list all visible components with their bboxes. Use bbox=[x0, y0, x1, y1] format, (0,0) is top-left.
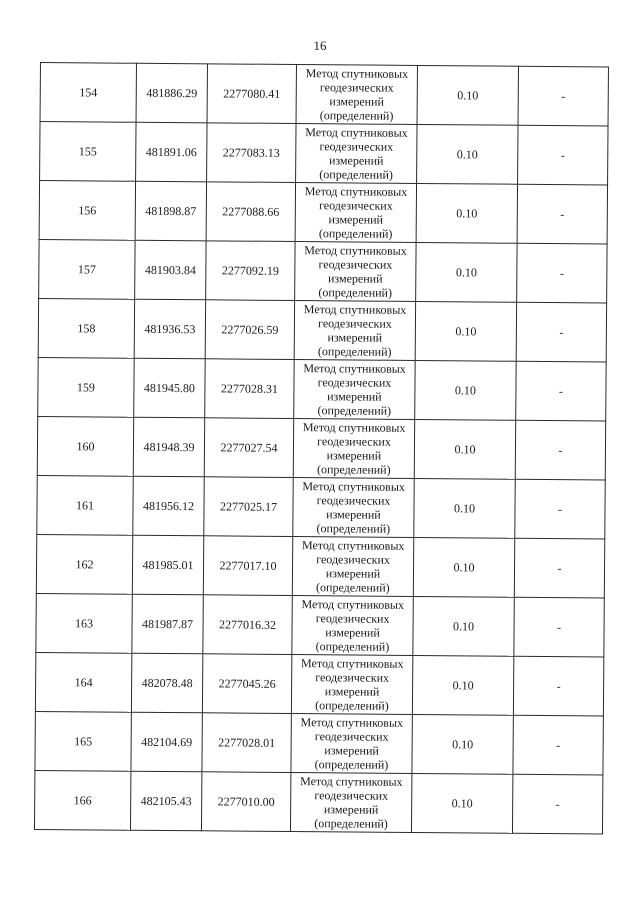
extra-cell: - bbox=[517, 184, 607, 244]
coord-x: 481956.12 bbox=[133, 476, 204, 536]
coord-y: 2277083.13 bbox=[207, 123, 296, 183]
coord-x: 481945.80 bbox=[134, 358, 205, 418]
coord-y: 2277028.31 bbox=[205, 359, 294, 419]
point-number: 160 bbox=[37, 416, 133, 476]
coord-y: 2277016.32 bbox=[203, 595, 292, 655]
point-number: 165 bbox=[35, 711, 131, 771]
method-cell bbox=[295, 183, 416, 243]
coord-y: 2277010.00 bbox=[201, 772, 290, 832]
method-text: Метод спутниковых геодезических измерений (определений) bbox=[302, 479, 405, 536]
method-cell bbox=[293, 478, 414, 538]
point-number: 166 bbox=[34, 770, 130, 830]
point-number: 163 bbox=[36, 593, 132, 653]
coord-x: 482104.69 bbox=[131, 712, 202, 772]
method-cell bbox=[291, 654, 412, 714]
page-number: 16 bbox=[313, 38, 327, 53]
coord-y: 2277026.59 bbox=[205, 300, 294, 360]
coord-y: 2277027.54 bbox=[204, 418, 293, 478]
point-number: 158 bbox=[38, 298, 134, 358]
method-text: Метод спутниковых геодезических измерений (определений) bbox=[304, 243, 407, 300]
method-text: Метод спутниковых геодезических измерений (определений) bbox=[305, 125, 408, 182]
coord-y: 2277088.66 bbox=[206, 182, 295, 242]
method-cell bbox=[295, 242, 416, 302]
extra-cell: - bbox=[514, 597, 604, 657]
table-row bbox=[39, 181, 607, 244]
accuracy: 0.10 bbox=[411, 773, 512, 833]
method-text: Метод спутниковых геодезических измерений (определений) bbox=[302, 420, 406, 477]
coord-y: 2277017.10 bbox=[203, 536, 292, 596]
point-number: 162 bbox=[36, 534, 132, 594]
coord-y: 2277025.17 bbox=[204, 477, 293, 537]
table-row bbox=[37, 416, 605, 479]
table-row bbox=[36, 534, 604, 597]
coord-x: 481886.29 bbox=[136, 63, 207, 123]
coord-x: 481936.53 bbox=[134, 299, 205, 359]
coord-y: 2277092.19 bbox=[206, 241, 295, 301]
extra-cell: - bbox=[514, 538, 604, 598]
extra-cell: - bbox=[516, 302, 606, 362]
coord-x: 481898.87 bbox=[135, 181, 206, 241]
accuracy: 0.10 bbox=[417, 65, 518, 125]
table-row bbox=[36, 593, 604, 656]
method-cell bbox=[296, 65, 417, 125]
accuracy: 0.10 bbox=[412, 655, 513, 715]
accuracy: 0.10 bbox=[413, 537, 514, 597]
method-cell bbox=[290, 772, 411, 832]
method-text: Метод спутниковых геодезических измерений (определений) bbox=[303, 302, 407, 359]
method-cell bbox=[292, 536, 413, 596]
point-number: 154 bbox=[40, 63, 136, 123]
coord-x: 481987.87 bbox=[132, 594, 203, 654]
extra-cell: - bbox=[513, 715, 603, 775]
point-number: 155 bbox=[40, 122, 136, 182]
table-row bbox=[35, 652, 603, 715]
table-row bbox=[37, 475, 605, 538]
method-text: Метод спутниковых геодезических измерений (определений) bbox=[303, 361, 406, 418]
point-number: 164 bbox=[35, 652, 131, 712]
extra-cell: - bbox=[512, 774, 602, 834]
accuracy: 0.10 bbox=[415, 301, 516, 361]
coord-x: 481985.01 bbox=[132, 535, 203, 595]
method-cell bbox=[296, 124, 417, 184]
table-row bbox=[39, 239, 607, 302]
accuracy: 0.10 bbox=[414, 419, 515, 479]
table-row bbox=[38, 357, 606, 420]
method-text: Метод спутниковых геодезических измерений (определений) bbox=[300, 774, 403, 831]
coordinates-table bbox=[34, 62, 609, 834]
extra-cell: - bbox=[516, 361, 606, 421]
table-body bbox=[34, 63, 608, 834]
table-row bbox=[35, 711, 603, 774]
table-row bbox=[34, 770, 602, 833]
point-number: 156 bbox=[39, 181, 135, 241]
coord-x: 482105.43 bbox=[130, 771, 201, 831]
coord-x: 481948.39 bbox=[133, 417, 204, 477]
accuracy: 0.10 bbox=[413, 596, 514, 656]
method-text: Метод спутниковых геодезических измерений (определений) bbox=[300, 715, 404, 772]
extra-cell: - bbox=[515, 420, 605, 480]
table-row bbox=[38, 298, 606, 361]
method-cell bbox=[294, 360, 415, 420]
accuracy: 0.10 bbox=[416, 183, 517, 243]
point-number: 159 bbox=[38, 357, 134, 417]
table-row bbox=[40, 63, 608, 126]
extra-cell: - bbox=[517, 243, 607, 303]
extra-cell: - bbox=[518, 125, 608, 185]
method-text: Метод спутниковых геодезических измерений (определений) bbox=[300, 656, 404, 713]
method-cell bbox=[291, 713, 412, 773]
coord-y: 2277080.41 bbox=[207, 64, 296, 124]
coord-x: 481891.06 bbox=[136, 122, 207, 182]
point-number: 157 bbox=[39, 239, 135, 299]
extra-cell: - bbox=[515, 479, 605, 539]
method-text: Метод спутниковых геодезических измерений (определений) bbox=[301, 538, 405, 595]
accuracy: 0.10 bbox=[414, 478, 515, 538]
method-cell bbox=[293, 419, 414, 479]
accuracy: 0.10 bbox=[412, 714, 513, 774]
method-text: Метод спутниковых геодезических измерений (определений) bbox=[304, 184, 408, 241]
table-row bbox=[40, 122, 608, 185]
extra-cell: - bbox=[513, 656, 603, 716]
method-text: Метод спутниковых геодезических измерений (определений) bbox=[301, 597, 405, 654]
coord-x: 481903.84 bbox=[135, 240, 206, 300]
coord-y: 2277028.01 bbox=[202, 713, 291, 773]
coord-x: 482078.48 bbox=[131, 653, 202, 713]
method-cell bbox=[294, 301, 415, 361]
coord-y: 2277045.26 bbox=[202, 654, 291, 714]
point-number: 161 bbox=[37, 475, 133, 535]
method-cell bbox=[292, 595, 413, 655]
accuracy: 0.10 bbox=[415, 360, 516, 420]
method-text: Метод спутниковых геодезических измерений (определений) bbox=[305, 66, 409, 123]
accuracy: 0.10 bbox=[416, 242, 517, 302]
extra-cell: - bbox=[518, 66, 608, 126]
accuracy: 0.10 bbox=[417, 124, 518, 184]
